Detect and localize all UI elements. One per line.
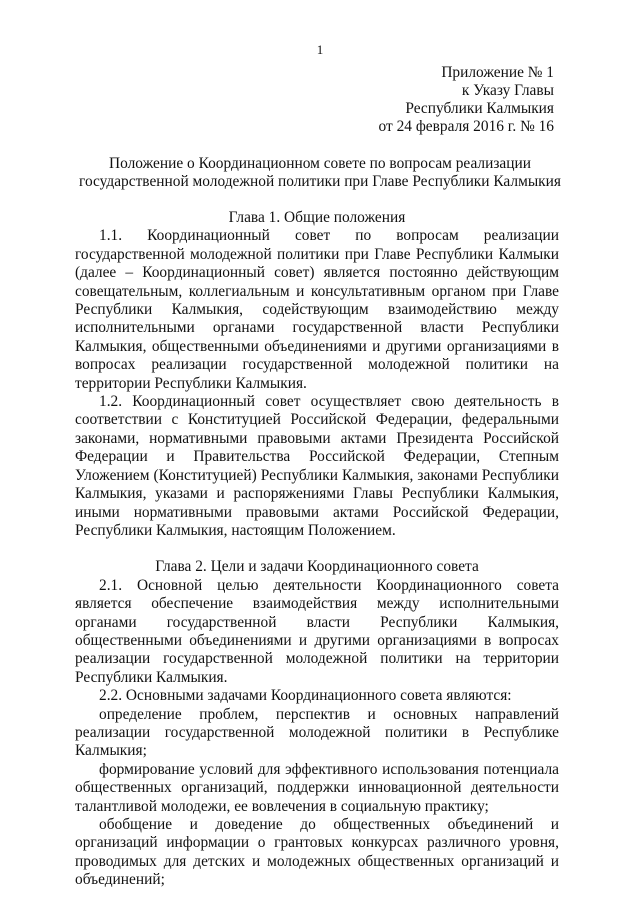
- task-item: формирование условий для эффективного использования потенциала общественных организаций, поддержки инновационной деятельности талантливой молодежи, ее вовлечения в социальную практику;: [75, 760, 559, 815]
- appendix-block: [294, 64, 554, 136]
- title-line: Положение о Координационном совете по вопросам реализации: [109, 155, 531, 172]
- appendix-line: Приложение № 1: [441, 64, 554, 81]
- task-item: определение проблем, перспектив и основных направлений реализации государственной молодежной политики в Республике Калмыкия;: [75, 705, 559, 760]
- paragraph-2-1: 2.1. Основной целью деятельности Координационного совета является обеспечение взаимодействия между исполнительными органами государственной власти Республики Калмыкия, общественными объединениями и другими организациями в вопросах реализации государственной молодежной политики на территории Республики Калмыкия.: [75, 576, 559, 686]
- appendix-line: Республики Калмыкия: [405, 100, 554, 117]
- document-body: [75, 209, 559, 890]
- paragraph-1-1: 1.1. Координационный совет по вопросам реализации государственной молодежной политики при Главе Республики Калмыки (далее – Координационный совет) является постоянно действующим совещательным, коллегиальным и консультативным органом при Главе Республики Калмыкия, содействующим взаимодействию между исполнительными органами государственной власти Республики Калмыкия, общественными объединениями и другими организациями в вопросах реализации государственной молодежной политики на территории Республики Калмыкия.: [75, 227, 559, 392]
- paragraph-1-2: 1.2. Координационный совет осуществляет свою деятельность в соответствии с Конституцией Российской Федерации, федеральными законами, нормативными правовыми актами Президента Российской Федерации и Правительства Российской Федерации, Степным Уложением (Конституцией) Республики Калмыкия, законами Республики Калмыкия, указами и распоряжениями Главы Республики Калмыкия, иными нормативными правовыми актами Российской Федерации, Республики Калмыкия, настоящим Положением.: [75, 393, 559, 539]
- task-item: обобщение и доведение до общественных объединений и организаций информации о грантовых конкурсах различного уровня, проводимых для детских и молодежных общественных организаций и объединений;: [75, 816, 559, 889]
- chapter-2-heading: Глава 2. Цели и задачи Координационного совета: [155, 558, 479, 576]
- appendix-line: к Указу Главы: [461, 82, 554, 99]
- page-number: 1: [316, 42, 324, 57]
- title-line: государственной молодежной политики при Главе Республики Калмыкия: [79, 173, 561, 190]
- paragraph-2-2: 2.2. Основными задачами Координационного совета являются:: [99, 687, 512, 705]
- appendix-line: от 24 февраля 2016 г. № 16: [378, 118, 554, 135]
- document-title: [60, 155, 580, 191]
- chapter-1-heading: Глава 1. Общие положения: [228, 209, 406, 226]
